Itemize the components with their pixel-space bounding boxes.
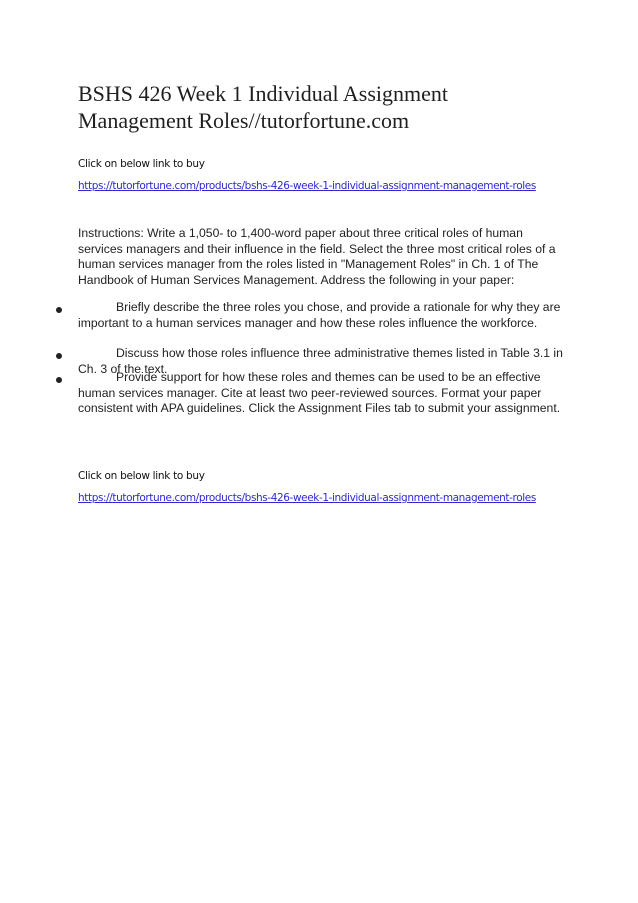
buy-label-bottom: Click on below link to buy <box>78 470 205 482</box>
bullet-dot-2 <box>56 353 62 359</box>
bullet-text-1: Briefly describe the three roles you chose, and provide a rationale for why they are important to a human services manager and how these roles influence the workforce. <box>78 300 561 330</box>
bullet-text-3: Provide support for how these roles and themes can be used to be an effective human services manager. Cite at least two peer-reviewed sources. Format your paper consistent with APA guidelines. Click the Assignment Files tab to submit your assignment. <box>78 370 561 415</box>
title-line-1: BSHS 426 Week 1 Individual Assignment <box>78 81 448 106</box>
product-link-bottom[interactable]: https://tutorfortune.com/products/bshs-426-week-1-individual-assignment-management-roles <box>78 492 536 504</box>
product-link-top[interactable]: https://tutorfortune.com/products/bshs-426-week-1-individual-assignment-management-roles <box>78 180 536 192</box>
title-line-2: Management Roles//tutorfortune.com <box>78 108 410 133</box>
bullet-item-1 <box>78 300 570 331</box>
bullet-dot-3 <box>56 377 62 383</box>
bullet-text-2: Discuss how those roles influence three administrative themes listed in Table 3.1 in Ch. 3 of the text. <box>78 346 563 376</box>
instructions-paragraph: Instructions: Write a 1,050- to 1,400-word paper about three critical roles of human services managers and their influence in the field. Select the three most critical roles of a human services manager from the roles listed in "Management Roles" in Ch. 1 of The Handbook of Human Services Management. Address the following in your paper: <box>78 226 556 287</box>
document-title <box>78 80 558 134</box>
buy-label-top: Click on below link to buy <box>78 158 205 170</box>
bullet-dot-1 <box>56 307 62 313</box>
bullet-item-3 <box>78 370 570 417</box>
